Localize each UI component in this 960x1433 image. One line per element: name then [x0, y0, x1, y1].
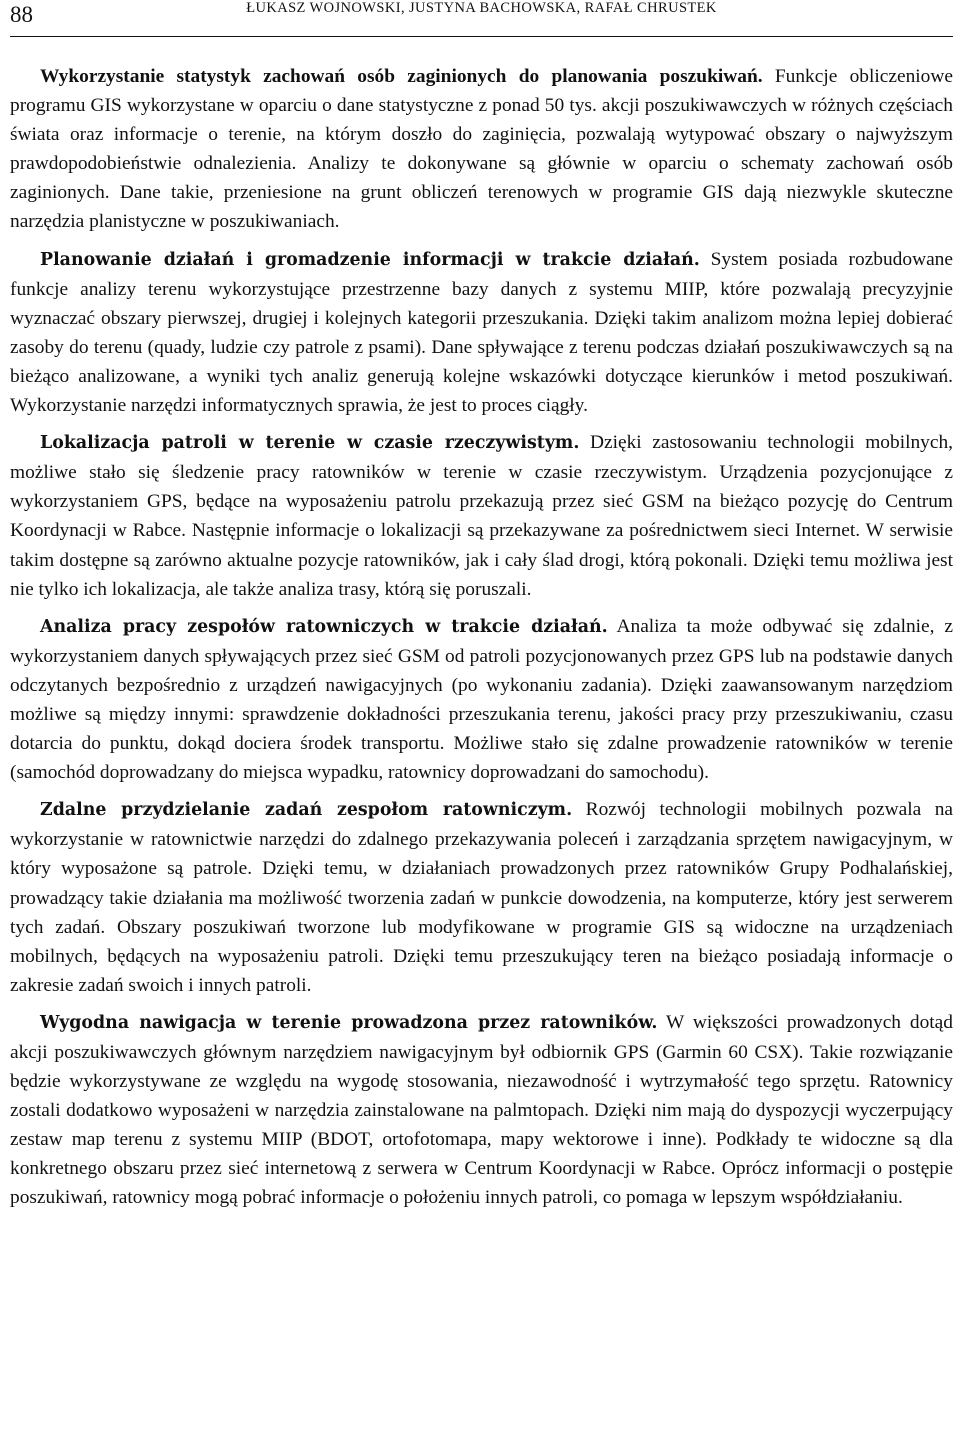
paragraph-heading: Planowanie działań i gromadzenie informacji w trakcie działań. — [40, 249, 700, 270]
paragraph-heading: Lokalizacja patroli w terenie w czasie rzeczywistym. — [40, 433, 580, 454]
paragraph-text: Funkcje obliczeniowe programu GIS wykorzystane w oparciu o dane statystyczne z ponad 50 tys. akcji poszukiwawczych w różnych częściach świata oraz informacje o terenie, na którym doszło do zaginięcia, pozwalają wytypować obszary o najwyższym prawdopodobieństwie odnalezienia. Analizy te dokonywane są głównie w oparciu o schematy zachowań osób zaginionych. Dane takie, przeniesione na grunt obliczeń terenowych w programie GIS dają niezwykle skuteczne narzędzia planistyczne w poszukiwaniach. — [10, 66, 953, 233]
paragraph-text: W większości prowadzonych dotąd akcji poszukiwawczych głównym narzędziem nawigacyjnym był odbiornik GPS (Garmin 60 CSX). Takie rozwiązanie będzie wykorzystywane ze względu na wygodę stosowania, niezawodność i wytrzymałość tego sprzętu. Ratownicy zostali dodatkowo wyposażeni w narzędzia zainstalowane na palmtopach. Dzięki nim mają do dyspozycji wyczerpujący zestaw map terenu z systemu MIIP (BDOT, ortofotomapa, mapy wektorowe i inne). Podkłady te widoczne są dla konkretnego obszaru przez sieć internetową z serwera w Centrum Koordynacji w Rabce. Oprócz informacji o postępie poszukiwań, ratownicy mogą pobrać informacje o położeniu innych patroli, co pomaga w lepszym współdziałaniu. — [10, 1011, 953, 1209]
paragraph-planning — [10, 245, 953, 421]
paragraph-text: Dzięki zastosowaniu technologii mobilnych, możliwe stało się śledzenie pracy ratowników w terenie w czasie rzeczywistym. Urządzenia pozycjonujące z wykorzystaniem GPS, będące na wyposażeniu patrolu przekazują przez sieć GSM na bieżąco pozycję do Centrum Koordynacji w Rabce. Następnie informacje o lokalizacji są przekazywane za pośrednictwem sieci Internet. W serwisie takim dostępne są zarówno aktualne pozycje ratowników, jak i cały ślad drogi, którą pokonali. Dzięki temu możliwa jest nie tylko ich lokalizacja, ale także analiza trasy, którą się poruszali. — [10, 432, 954, 600]
paragraph-text: Rozwój technologii mobilnych pozwala na wykorzystanie w ratownictwie narzędzi do zdalnego przekazywania poleceń i zarządzania sprzętem nawigacyjnym, w który wyposażone są patrole. Dzięki temu, w działaniach prowadzonych przez ratowników Grupy Podhalańskiej, prowadzący takie działania ma możliwość tworzenia zadań w punkcie dowodzenia, na komputerze, który jest serwerem tych zadań. Obszary poszukiwań tworzone lub modyfikowane w programie GIS są widoczne na urządzeniach mobilnych, będących na wyposażeniu patroli. Dzięki temu przeszukujący teren na bieżąco posiadają informacje o zakresie zadań swoich i innych patroli. — [10, 799, 953, 996]
paragraph-heading: Zdalne przydzielanie zadań zespołom ratowniczym. — [40, 800, 573, 821]
paragraph-text: Analiza ta może odbywać się zdalnie, z wykorzystaniem danych spływających przez sieć GSM od patroli pozycjonowanych przez GPS lub na podstawie danych odczytanych bezpośrednio z urządzeń nawigacyjnych (po wykonaniu zadania). Dzięki zaawansowanym narzędziom możliwe są między innymi: sprawdzenie dokładności przeszukania terenu, jakości pracy przy przeszukiwaniu, czasu dotarcia do punktu, dokąd dociera środek transportu. Możliwe stało się zdalne prowadzenie ratowników w terenie (samochód doprowadzany do miejsca wypadku, ratownicy doprowadzani do samochodu). — [10, 615, 953, 784]
paragraph-heading: Wykorzystanie statystyk zachowań osób zaginionych do planowania poszukiwań. — [40, 66, 763, 87]
paragraph-team-analysis — [10, 612, 953, 788]
paragraph-statistics — [10, 62, 953, 237]
body-text — [10, 62, 953, 1221]
paragraph-text: System posiada rozbudowane funkcje analizy terenu wykorzystujące przestrzenne bazy danych z systemu MIIP, które pozwalają precyzyjnie wyznaczać obszary pierwszej, drugiej i kolejnych kategorii przeszukania. Dzięki takim analizom można lepiej dobierać zasoby do terenu (quady, ludzie czy patrole z psami). Dane spływające z terenu podczas działań poszukiwawczych są na bieżąco analizowane, a wyniki tych analiz generują kolejne wskazówki dotyczące kierunków i metod poszukiwań. Wykorzystanie narzędzi informatycznych sprawia, że jest to proces ciągły. — [10, 248, 953, 417]
paragraph-navigation — [10, 1008, 953, 1213]
paragraph-heading: Analiza pracy zespołów ratowniczych w trakcie działań. — [40, 616, 608, 637]
page — [10, 0, 953, 1433]
page-number: 88 — [10, 2, 33, 27]
paragraph-heading: Wygodna nawigacja w terenie prowadzona przez ratowników. — [40, 1012, 658, 1033]
running-head-authors: ŁUKASZ WOJNOWSKI, JUSTYNA BACHOWSKA, RAFAŁ CHRUSTEK — [246, 0, 717, 16]
paragraph-remote-tasks — [10, 795, 953, 1000]
running-head — [10, 0, 953, 37]
paragraph-localization — [10, 428, 953, 604]
